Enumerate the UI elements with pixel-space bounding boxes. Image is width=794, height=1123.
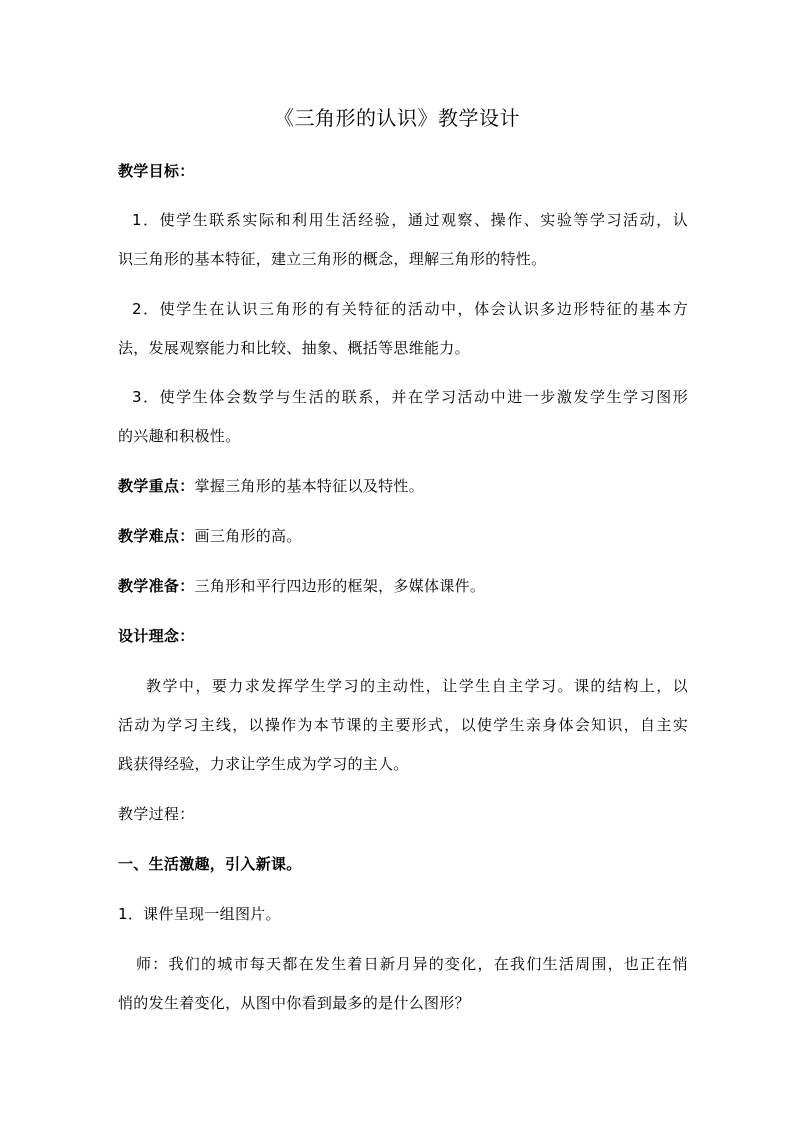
teacher-line-2: 悄的发生着变化，从图中你看到最多的是什么图形？ — [118, 994, 470, 1012]
preparation-label: 教学准备： — [118, 577, 195, 595]
key-point-paragraph — [118, 475, 688, 497]
concept-line-2: 活动为学习主线，以操作为本节课的主要形式，以使学生亲身体会知识，自主实 — [118, 716, 688, 734]
concept-line-3: 践获得经验，力求让学生成为学习的主人。 — [118, 755, 409, 773]
preparation-paragraph — [118, 575, 688, 597]
teacher-line-1: 师：我们的城市每天都在发生着日新月异的变化，在我们生活周围，也正在悄 — [136, 955, 688, 973]
key-point-label: 教学重点： — [118, 477, 195, 495]
step-1-text: 1．课件呈现一组图片。 — [118, 905, 281, 923]
objective-3-line-1: 3．使学生体会数学与生活的联系，并在学习活动中进一步激发学生学习图形 — [132, 388, 688, 406]
objective-2-line-1: 2．使学生在认识三角形的有关特征的活动中，体会认识多边形特征的基本方 — [132, 300, 688, 318]
document-title: 《三角形的认识》教学设计 — [274, 106, 520, 130]
objective-1-line-1: 1．使学生联系实际和利用生活经验，通过观察、操作、实验等学习活动，认 — [132, 211, 688, 229]
difficulty-label: 教学难点： — [118, 527, 195, 545]
preparation-text: 三角形和平行四边形的框架，多媒体课件。 — [194, 577, 486, 595]
process-heading: 教学过程： — [118, 805, 195, 823]
difficulty-text: 画三角形的高。 — [194, 527, 302, 545]
objectives-heading: 教学目标： — [118, 162, 195, 180]
objective-3-line-2: 的兴趣和积极性。 — [118, 427, 241, 445]
key-point-text: 掌握三角形的基本特征以及特性。 — [194, 477, 425, 495]
concept-heading: 设计理念： — [118, 627, 195, 645]
objective-2-line-2: 法，发展观察能力和比较、抽象、概括等思维能力。 — [118, 339, 470, 357]
difficulty-paragraph — [118, 525, 688, 547]
concept-line-1: 教学中，要力求发挥学生学习的主动性，让学生自主学习。课的结构上，以 — [146, 677, 688, 695]
section-1-heading: 一、生活激趣，引入新课。 — [118, 855, 302, 873]
objective-1-line-2: 识三角形的基本特征，建立三角形的概念，理解三角形的特性。 — [118, 250, 547, 268]
